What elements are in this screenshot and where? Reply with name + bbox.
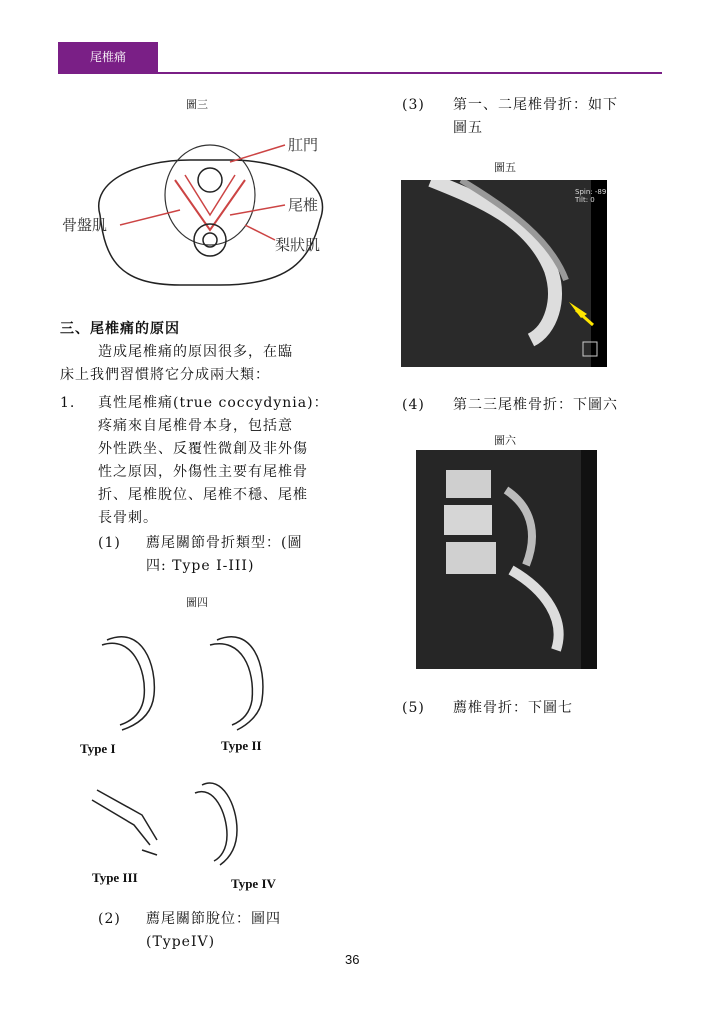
page-number: 36 (345, 952, 360, 967)
fig3-caption: 圖三 (186, 98, 208, 111)
fig3-label-piriformis: 梨狀肌 (275, 236, 321, 254)
fig4-type-label: Type IV (231, 876, 276, 891)
section3-intro-2: 床上我們習慣將它分成兩大類： (60, 367, 270, 383)
fig6-ct-image (416, 450, 597, 669)
section3-intro-1: 造成尾椎痛的原因很多，在臨 (98, 344, 293, 360)
fig3-label-pelvic: 骨盤肌 (62, 216, 108, 234)
fig3-pelvic-diagram (60, 120, 355, 290)
sub3-number: (3) (402, 97, 425, 113)
item1-line: 長骨刺。 (98, 510, 158, 526)
sub5-text: 薦椎骨折：下圖七 (453, 700, 573, 716)
fig4-type-label: Type III (92, 870, 138, 885)
sub2-line-2: (TypeIV) (146, 934, 216, 950)
sub2-line-1: 薦尾關節脫位：圖四 (146, 911, 281, 927)
sub5-number: (5) (402, 700, 425, 716)
item1-line: 外性跌坐、反覆性微創及非外傷 (98, 441, 308, 457)
sub4-number: (4) (402, 397, 425, 413)
sub4-text: 第二三尾椎骨折：下圖六 (453, 397, 618, 413)
header-tab: 尾椎痛 (58, 42, 158, 72)
header-rule (58, 72, 662, 74)
item1-line: 真性尾椎痛(true coccydynia)： (98, 395, 329, 411)
fig4-caption: 圖四 (186, 596, 208, 609)
item1-line: 性之原因，外傷性主要有尾椎骨 (98, 464, 308, 480)
sub1-line-1: 薦尾關節骨折類型：(圖 (146, 535, 303, 551)
fig5-overlay-tilt: Tilt: 0 (575, 196, 595, 204)
item1-line: 疼痛來自尾椎骨本身，包括意 (98, 418, 293, 434)
fig5-overlay-spin: Spin: -89 (575, 188, 607, 196)
sub1-number: (1) (98, 535, 121, 551)
fig6-caption: 圖六 (494, 434, 516, 447)
fig5-caption: 圖五 (494, 161, 516, 174)
fig3-label-coccyx: 尾椎 (288, 196, 319, 214)
fig4-type-label: Type I (80, 741, 116, 756)
item1-number: 1. (60, 395, 76, 411)
item1-line: 折、尾椎脫位、尾椎不穩、尾椎 (98, 487, 308, 503)
sub1-line-2: 四: Type I-III) (146, 558, 255, 574)
section3-heading: 三、尾椎痛的原因 (60, 321, 180, 337)
fig4-type-label: Type II (221, 738, 262, 753)
sub3-line-1: 第一、二尾椎骨折：如下 (453, 97, 618, 113)
sub3-line-2: 圖五 (453, 120, 483, 136)
fig3-label-anus: 肛門 (288, 136, 319, 154)
fig5-ct-image (401, 180, 607, 367)
sub2-number: (2) (98, 911, 121, 927)
